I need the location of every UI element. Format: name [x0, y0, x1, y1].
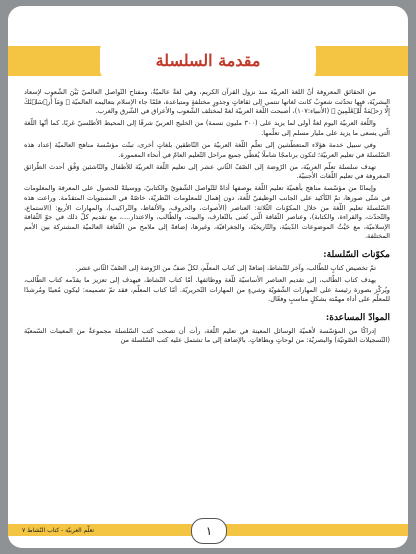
page-number: ١	[191, 518, 227, 544]
components-paragraph-1: تمّ تخصيص كتابٍ للطّالب، وآخر للنّشاط، إضافةً إلى كتاب المعلّم، لكلّ صفّ من الرّوضة إلى الصّفّ الثّاني عشر.	[75, 263, 376, 272]
page-title: مقدمة السلسلة	[155, 50, 261, 70]
components-paragraph-2: يهدف كتاب الطّالب، إلى تقديم العناصر الأساسيّة للّغة ووظائفها. أمّا كتاب النّشاط، فيهدف إلى تعزيز ما يقدّمه كتاب الطّالب، ويُركّز بصورة رئيسة على المهارات الشّفويّة وشيءٍ من المهارات التّحريريّة. أمّا كتاب المعلّم، فقد تمّ تصميمه: ليكون مُعينًا ومُرشدًا للمعلّم على أداء مهمّته بشكلٍ مناسبٍ وفعّال.	[24, 276, 390, 304]
intro-paragraph-3: وفي سبيل خدمة هؤلاء المتعطّشين إلى تعلّم اللّغة العربيّة من النّاطقين بلغاتٍ أخرى، تبنّت مؤسّسة مناهج العالميّة إعداد هذه السّلسلة في تعليم العربيّة؛ لتكون برنامجًا شاملًا يُغطّي جميع مراحل التّعليم العامّ في أنحاء المعمورة.	[24, 140, 390, 159]
intro-paragraph-4: تهدف سلسلة تعلّم العربيّة، من الرّوضة إلى الصّفّ الثّاني عشر إلى تعليم اللّغة العربيّة للأطفال والنّاشئين وَفْق أحدث الطّرائق المعروفة في تعليم اللّغات الأجنبيّة.	[24, 162, 390, 181]
body-text	[24, 88, 390, 348]
intro-paragraph-5: وإيمانًا من مؤسّسة مناهج بأهميّة تعليم اللّغة بوصفها أداةً للتّواصل الشّفويّ والكتابيّ، ووسيلةً للحصول على المعرفة والمعلومات في شتّى صورها، تمّ التّأكيد على الجانب الوظيفيّ للّغة، دون إهمال للمعلومات النّظريّة، خاصّةً في المستويات المتقدّمة. وراعت هذه السّلسلة تعليم اللّغة من خلال المكوّنات الثّلاثة: العناصر (الأصوات، والحروف، والألفاظ، والتّراكيب)، والمهارات الأربع: (الاستماع، والتّحدّث، والقراءة، والكتابة)، وعناصر الثّقافة الّتي تُعنى بالتّعارف، والبيت، والطّالب، والاعتذار....، مع تقديم كلّ ذلك في جوّ الثّقافة الإسلاميّة، مع حَيْثُ الموضوعات الدّينيّة، والتّاريخيّة، والجغرافيّة، وغيرها، إضافةً إلى ملامح من الثّقافة العالميّة المشتركة بين الأمم المختلفة.	[24, 184, 390, 241]
aids-paragraph-1: إدراكًا من المؤسّسة لأهميّة الوسائل المعينة في تعليم اللّغة، رأت أن تصحب كتب السّلسلة مجموعةٌ من المعينات السّمعيّة (التّسجيلات الصّوتيّة) والبصريّة: من لوحاتٍ وبطاقاتٍ. بالإضافة إلى ما تشتمل عليه كتب السّلسلة من	[24, 326, 390, 345]
components-heading: مكوّنات السّلسلة:	[323, 249, 390, 260]
footer-caption: تعلّم العربيّة - كتاب النّشاط ٧	[22, 527, 95, 534]
aids-heading: الموادّ المساعدة:	[325, 312, 390, 323]
title-plate	[100, 40, 316, 80]
book-page	[8, 6, 408, 548]
intro-paragraph-2: واللّغة العربيّة اليوم لغةٌ أولى لما يزيد على (٣٠٠ مليون نسمة) من الخليج العربيّ شرقًا إلى المحيط الأطلسيّ غربًا، كما أنّها اللّغة الّتي يسعى ما يزيد على مليار مسلم إلى تعلّمها.	[24, 119, 390, 137]
intro-paragraph-1: من الحقائق المعروفة أنّ اللغة العربيّة منذ نزول القرآن الكريم، وهي لغةٌ عالميّةٌ، ومفتاح التّواصل العالميّ بَيْنَ الشّعوب لإسعاد البشريّة، فيها تحدّثت شعوبٌ كانت لغاتها تنتمي إلى ثقافاتٍ وجذورٍ مختلفةٍ ومتباعدة، فلمّا جاء الإسلام بتعاليمه العالميّة ﴿ وَمَآ أَرۡسَلۡنَٰكَ إِلَّا رَحۡمَةٗ لِّلۡعَٰلَمِينَ ﴾ (الأنبياء:١٠٧)، أصبحت اللّغة العربيّة لغةً لمختلف الشّعوب والأعراق في الشّرق والغرب.	[24, 88, 390, 116]
